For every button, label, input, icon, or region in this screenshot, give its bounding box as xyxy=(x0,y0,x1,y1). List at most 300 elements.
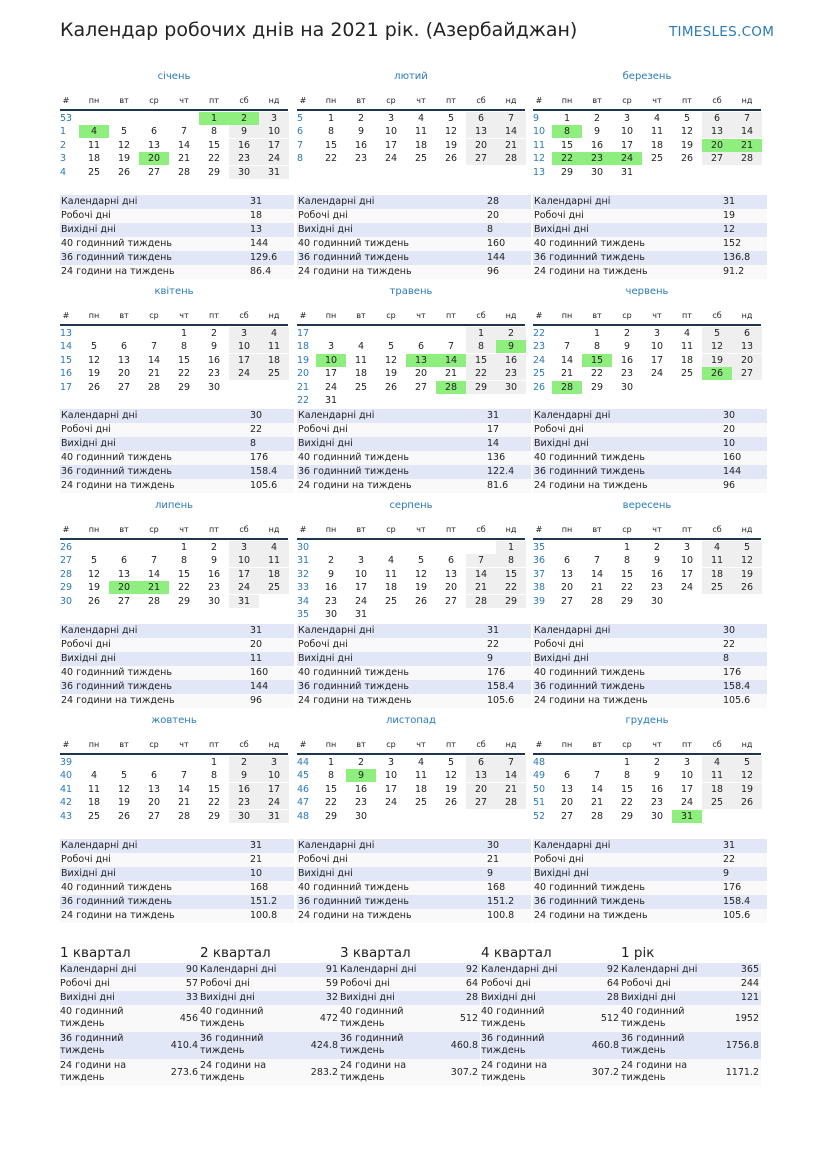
brand-link[interactable]: TIMESLES.COM xyxy=(669,24,775,40)
day-cell[interactable]: 1 xyxy=(210,757,218,768)
day-cell[interactable]: 15 xyxy=(620,783,634,795)
day-cell[interactable]: 5 xyxy=(702,327,732,340)
day-cell[interactable]: 4 xyxy=(259,327,289,340)
day-cell[interactable]: 16 xyxy=(650,568,664,580)
day-cell[interactable]: 23 xyxy=(229,796,259,809)
day-cell[interactable]: 8 xyxy=(180,555,188,567)
day-cell[interactable]: 6 xyxy=(466,112,496,125)
day-cell[interactable]: 14 xyxy=(496,769,526,782)
day-cell[interactable]: 25 xyxy=(259,367,289,380)
day-cell[interactable]: 25 xyxy=(414,153,428,165)
day-cell[interactable]: 17 xyxy=(354,582,368,594)
day-cell[interactable]: 2 xyxy=(593,113,601,124)
day-cell[interactable]: 29 xyxy=(207,166,221,178)
day-cell[interactable]: 18 xyxy=(414,139,428,151)
day-cell[interactable]: 18 xyxy=(259,568,289,581)
day-cell[interactable]: 21 xyxy=(496,783,526,796)
day-cell[interactable]: 21 xyxy=(444,368,458,380)
day-cell[interactable]: 7 xyxy=(150,341,158,353)
day-cell[interactable]: 26 xyxy=(444,153,458,165)
day-cell[interactable]: 28 xyxy=(496,796,526,809)
day-cell[interactable]: 21 xyxy=(590,797,604,809)
day-cell[interactable]: 15 xyxy=(207,783,221,795)
day-cell[interactable]: 10 xyxy=(680,555,694,567)
day-cell[interactable]: 13 xyxy=(560,568,574,580)
day-cell[interactable]: 22 xyxy=(620,582,634,594)
day-cell[interactable]: 27 xyxy=(466,796,496,809)
day-cell[interactable]: 8 xyxy=(593,341,601,353)
day-cell[interactable]: 17 xyxy=(229,568,259,581)
day-cell[interactable]: 9 xyxy=(623,341,631,353)
day-cell[interactable]: 27 xyxy=(147,166,161,178)
day-cell[interactable]: 3 xyxy=(327,341,335,353)
day-cell[interactable]: 30 xyxy=(650,810,664,822)
day-cell[interactable]: 25 xyxy=(384,595,398,607)
day-cell[interactable]: 25 xyxy=(650,153,664,165)
day-cell[interactable]: 12 xyxy=(732,769,762,782)
day-cell[interactable]: 29 xyxy=(324,810,338,822)
day-cell[interactable]: 19 xyxy=(732,568,762,581)
day-cell[interactable]: 2 xyxy=(229,756,259,769)
day-cell[interactable]: 3 xyxy=(623,113,631,124)
day-cell[interactable]: 19 xyxy=(702,354,732,367)
day-cell[interactable]: 28 xyxy=(177,166,191,178)
day-cell[interactable]: 14 xyxy=(496,125,526,138)
day-cell[interactable]: 8 xyxy=(496,554,526,567)
day-cell[interactable]: 4 xyxy=(702,756,732,769)
day-cell[interactable]: 14 xyxy=(590,568,604,580)
day-cell[interactable]: 18 xyxy=(702,783,732,796)
day-cell[interactable]: 16 xyxy=(324,582,338,594)
day-cell[interactable]: 5 xyxy=(120,126,128,138)
day-cell[interactable]: 28 xyxy=(590,810,604,822)
day-cell[interactable]: 16 xyxy=(229,783,259,796)
day-cell[interactable]: 6 xyxy=(702,112,732,125)
day-cell[interactable]: 7 xyxy=(593,555,601,567)
day-cell[interactable]: 30 xyxy=(324,609,338,620)
day-cell[interactable]: 22 xyxy=(552,152,582,165)
day-cell[interactable]: 20 xyxy=(702,139,732,152)
day-cell[interactable]: 30 xyxy=(207,595,221,607)
day-cell[interactable]: 28 xyxy=(590,595,604,607)
day-cell[interactable]: 5 xyxy=(447,757,455,768)
day-cell[interactable]: 3 xyxy=(259,756,289,769)
day-cell[interactable]: 14 xyxy=(590,783,604,795)
day-cell[interactable]: 30 xyxy=(229,166,259,179)
day-cell[interactable]: 25 xyxy=(414,797,428,809)
day-cell[interactable]: 6 xyxy=(417,341,425,353)
day-cell[interactable]: 11 xyxy=(87,783,101,795)
day-cell[interactable]: 13 xyxy=(732,340,762,353)
day-cell[interactable]: 16 xyxy=(229,139,259,152)
day-cell[interactable]: 13 xyxy=(147,139,161,151)
day-cell[interactable]: 9 xyxy=(593,126,601,138)
day-cell[interactable]: 22 xyxy=(177,582,191,594)
day-cell[interactable]: 9 xyxy=(653,770,661,782)
day-cell[interactable]: 12 xyxy=(702,340,732,353)
day-cell[interactable]: 10 xyxy=(650,341,664,353)
day-cell[interactable]: 18 xyxy=(354,368,368,380)
day-cell[interactable]: 29 xyxy=(466,381,496,394)
day-cell[interactable]: 23 xyxy=(354,797,368,809)
day-cell[interactable]: 3 xyxy=(387,757,395,768)
day-cell[interactable]: 23 xyxy=(650,582,664,594)
day-cell[interactable]: 19 xyxy=(87,368,101,380)
day-cell[interactable]: 27 xyxy=(147,810,161,822)
day-cell[interactable]: 6 xyxy=(120,341,128,353)
day-cell[interactable]: 3 xyxy=(683,757,691,768)
day-cell[interactable]: 8 xyxy=(623,770,631,782)
day-cell[interactable]: 17 xyxy=(259,139,289,152)
day-cell[interactable]: 5 xyxy=(417,555,425,567)
day-cell[interactable]: 26 xyxy=(384,381,398,393)
day-cell[interactable]: 19 xyxy=(732,783,762,796)
day-cell[interactable]: 18 xyxy=(680,354,694,366)
day-cell[interactable]: 10 xyxy=(384,770,398,782)
day-cell[interactable]: 9 xyxy=(229,769,259,782)
day-cell[interactable]: 12 xyxy=(444,770,458,782)
day-cell[interactable]: 9 xyxy=(229,125,259,138)
day-cell[interactable]: 11 xyxy=(259,554,289,567)
day-cell[interactable]: 21 xyxy=(466,581,496,594)
day-cell[interactable]: 5 xyxy=(120,770,128,782)
day-cell[interactable]: 23 xyxy=(354,153,368,165)
day-cell[interactable]: 1 xyxy=(199,112,229,125)
day-cell[interactable]: 30 xyxy=(620,381,634,393)
day-cell[interactable]: 30 xyxy=(496,381,526,394)
day-cell[interactable]: 7 xyxy=(732,112,762,125)
day-cell[interactable]: 24 xyxy=(650,368,664,380)
day-cell[interactable]: 22 xyxy=(207,797,221,809)
day-cell[interactable]: 22 xyxy=(496,581,526,594)
day-cell[interactable]: 18 xyxy=(87,797,101,809)
day-cell[interactable]: 1 xyxy=(180,328,188,339)
day-cell[interactable]: 20 xyxy=(147,797,161,809)
day-cell[interactable]: 19 xyxy=(117,153,131,165)
day-cell[interactable]: 17 xyxy=(324,368,338,380)
day-cell[interactable]: 8 xyxy=(327,126,335,138)
day-cell[interactable]: 6 xyxy=(150,770,158,782)
day-cell[interactable]: 31 xyxy=(672,810,702,823)
day-cell[interactable]: 23 xyxy=(324,595,338,607)
day-cell[interactable]: 6 xyxy=(466,756,496,769)
day-cell[interactable]: 31 xyxy=(620,166,634,178)
day-cell[interactable]: 16 xyxy=(354,139,368,151)
day-cell[interactable]: 30 xyxy=(229,810,259,823)
day-cell[interactable]: 11 xyxy=(384,568,398,580)
day-cell[interactable]: 21 xyxy=(560,368,574,380)
day-cell[interactable]: 8 xyxy=(210,126,218,138)
day-cell[interactable]: 26 xyxy=(87,595,101,607)
day-cell[interactable]: 19 xyxy=(414,582,428,594)
day-cell[interactable]: 14 xyxy=(436,354,466,367)
day-cell[interactable]: 16 xyxy=(496,354,526,367)
day-cell[interactable]: 20 xyxy=(732,354,762,367)
day-cell[interactable]: 21 xyxy=(732,139,762,152)
day-cell[interactable]: 8 xyxy=(552,125,582,138)
day-cell[interactable]: 3 xyxy=(683,542,691,553)
day-cell[interactable]: 14 xyxy=(732,125,762,138)
day-cell[interactable]: 18 xyxy=(384,582,398,594)
day-cell[interactable]: 24 xyxy=(324,381,338,393)
day-cell[interactable]: 13 xyxy=(117,568,131,580)
day-cell[interactable]: 1 xyxy=(593,328,601,339)
day-cell[interactable]: 24 xyxy=(384,797,398,809)
day-cell[interactable]: 5 xyxy=(90,341,98,353)
day-cell[interactable]: 20 xyxy=(444,582,458,594)
day-cell[interactable]: 1 xyxy=(623,542,631,553)
day-cell[interactable]: 10 xyxy=(259,125,289,138)
day-cell[interactable]: 30 xyxy=(590,166,604,178)
day-cell[interactable]: 26 xyxy=(732,581,762,594)
day-cell[interactable]: 3 xyxy=(259,112,289,125)
day-cell[interactable]: 17 xyxy=(259,783,289,796)
day-cell[interactable]: 3 xyxy=(387,113,395,124)
day-cell[interactable]: 21 xyxy=(177,797,191,809)
day-cell[interactable]: 19 xyxy=(680,139,694,151)
day-cell[interactable]: 14 xyxy=(466,568,496,581)
day-cell[interactable]: 16 xyxy=(207,354,221,366)
day-cell[interactable]: 5 xyxy=(387,341,395,353)
day-cell[interactable]: 17 xyxy=(229,354,259,367)
day-cell[interactable]: 10 xyxy=(620,126,634,138)
day-cell[interactable]: 12 xyxy=(117,783,131,795)
day-cell[interactable]: 22 xyxy=(620,797,634,809)
day-cell[interactable]: 20 xyxy=(414,368,428,380)
day-cell[interactable]: 26 xyxy=(702,367,732,380)
day-cell[interactable]: 27 xyxy=(560,810,574,822)
day-cell[interactable]: 28 xyxy=(732,152,762,165)
day-cell[interactable]: 9 xyxy=(210,555,218,567)
day-cell[interactable]: 28 xyxy=(177,810,191,822)
day-cell[interactable]: 10 xyxy=(259,769,289,782)
day-cell[interactable]: 17 xyxy=(680,783,694,795)
day-cell[interactable]: 2 xyxy=(210,542,218,553)
day-cell[interactable]: 31 xyxy=(324,395,338,406)
day-cell[interactable]: 23 xyxy=(620,368,634,380)
day-cell[interactable]: 1 xyxy=(496,541,526,554)
day-cell[interactable]: 1 xyxy=(563,113,571,124)
day-cell[interactable]: 2 xyxy=(327,555,335,567)
day-cell[interactable]: 8 xyxy=(466,340,496,353)
day-cell[interactable]: 6 xyxy=(563,555,571,567)
day-cell[interactable]: 12 xyxy=(732,554,762,567)
day-cell[interactable]: 13 xyxy=(117,354,131,366)
day-cell[interactable]: 4 xyxy=(417,113,425,124)
day-cell[interactable]: 11 xyxy=(650,126,664,138)
day-cell[interactable]: 5 xyxy=(683,113,691,124)
day-cell[interactable]: 11 xyxy=(414,126,428,138)
day-cell[interactable]: 13 xyxy=(147,783,161,795)
day-cell[interactable]: 28 xyxy=(552,381,582,394)
day-cell[interactable]: 14 xyxy=(147,354,161,366)
day-cell[interactable]: 19 xyxy=(87,582,101,594)
day-cell[interactable]: 11 xyxy=(680,341,694,353)
day-cell[interactable]: 11 xyxy=(87,139,101,151)
day-cell[interactable]: 2 xyxy=(357,113,365,124)
day-cell[interactable]: 5 xyxy=(90,555,98,567)
day-cell[interactable]: 7 xyxy=(180,126,188,138)
day-cell[interactable]: 27 xyxy=(466,152,496,165)
day-cell[interactable]: 20 xyxy=(109,581,139,594)
day-cell[interactable]: 1 xyxy=(327,757,335,768)
day-cell[interactable]: 14 xyxy=(177,783,191,795)
day-cell[interactable]: 24 xyxy=(259,152,289,165)
day-cell[interactable]: 15 xyxy=(324,139,338,151)
day-cell[interactable]: 24 xyxy=(680,582,694,594)
day-cell[interactable]: 27 xyxy=(117,595,131,607)
day-cell[interactable]: 23 xyxy=(207,582,221,594)
day-cell[interactable]: 6 xyxy=(120,555,128,567)
day-cell[interactable]: 24 xyxy=(354,595,368,607)
day-cell[interactable]: 13 xyxy=(560,783,574,795)
day-cell[interactable]: 2 xyxy=(496,327,526,340)
day-cell[interactable]: 21 xyxy=(147,368,161,380)
day-cell[interactable]: 2 xyxy=(623,328,631,339)
day-cell[interactable]: 27 xyxy=(702,152,732,165)
day-cell[interactable]: 4 xyxy=(702,541,732,554)
day-cell[interactable]: 31 xyxy=(259,810,289,823)
day-cell[interactable]: 12 xyxy=(87,568,101,580)
day-cell[interactable]: 13 xyxy=(702,125,732,138)
day-cell[interactable]: 15 xyxy=(177,568,191,580)
day-cell[interactable]: 18 xyxy=(259,354,289,367)
day-cell[interactable]: 27 xyxy=(117,381,131,393)
day-cell[interactable]: 15 xyxy=(207,139,221,151)
day-cell[interactable]: 20 xyxy=(560,582,574,594)
day-cell[interactable]: 29 xyxy=(620,595,634,607)
day-cell[interactable]: 5 xyxy=(732,756,762,769)
day-cell[interactable]: 18 xyxy=(702,568,732,581)
day-cell[interactable]: 4 xyxy=(417,757,425,768)
day-cell[interactable]: 26 xyxy=(117,166,131,178)
day-cell[interactable]: 7 xyxy=(593,770,601,782)
day-cell[interactable]: 10 xyxy=(229,554,259,567)
day-cell[interactable]: 9 xyxy=(653,555,661,567)
day-cell[interactable]: 22 xyxy=(324,153,338,165)
day-cell[interactable]: 13 xyxy=(466,125,496,138)
day-cell[interactable]: 26 xyxy=(117,810,131,822)
day-cell[interactable]: 4 xyxy=(259,541,289,554)
day-cell[interactable]: 23 xyxy=(229,152,259,165)
day-cell[interactable]: 4 xyxy=(653,113,661,124)
day-cell[interactable]: 1 xyxy=(623,757,631,768)
day-cell[interactable]: 30 xyxy=(207,381,221,393)
day-cell[interactable]: 9 xyxy=(357,126,365,138)
day-cell[interactable]: 12 xyxy=(384,354,398,366)
day-cell[interactable]: 25 xyxy=(87,810,101,822)
day-cell[interactable]: 21 xyxy=(177,153,191,165)
day-cell[interactable]: 3 xyxy=(357,555,365,567)
day-cell[interactable]: 19 xyxy=(117,797,131,809)
day-cell[interactable]: 11 xyxy=(702,554,732,567)
day-cell[interactable]: 16 xyxy=(207,568,221,580)
day-cell[interactable]: 9 xyxy=(327,568,335,580)
day-cell[interactable]: 9 xyxy=(210,341,218,353)
day-cell[interactable]: 14 xyxy=(147,568,161,580)
day-cell[interactable]: 30 xyxy=(354,810,368,822)
day-cell[interactable]: 24 xyxy=(229,367,259,380)
day-cell[interactable]: 25 xyxy=(702,796,732,809)
day-cell[interactable]: 11 xyxy=(702,769,732,782)
day-cell[interactable]: 27 xyxy=(732,367,762,380)
day-cell[interactable]: 16 xyxy=(354,783,368,795)
day-cell[interactable]: 20 xyxy=(560,797,574,809)
day-cell[interactable]: 15 xyxy=(582,354,612,367)
day-cell[interactable]: 29 xyxy=(177,381,191,393)
day-cell[interactable]: 22 xyxy=(324,797,338,809)
day-cell[interactable]: 19 xyxy=(444,783,458,795)
day-cell[interactable]: 6 xyxy=(150,126,158,138)
day-cell[interactable]: 2 xyxy=(210,328,218,339)
day-cell[interactable]: 27 xyxy=(444,595,458,607)
day-cell[interactable]: 18 xyxy=(87,153,101,165)
day-cell[interactable]: 15 xyxy=(177,354,191,366)
day-cell[interactable]: 26 xyxy=(414,595,428,607)
day-cell[interactable]: 29 xyxy=(207,810,221,822)
day-cell[interactable]: 29 xyxy=(177,595,191,607)
day-cell[interactable]: 7 xyxy=(180,770,188,782)
day-cell[interactable]: 10 xyxy=(354,568,368,580)
day-cell[interactable]: 12 xyxy=(87,354,101,366)
day-cell[interactable]: 8 xyxy=(180,341,188,353)
day-cell[interactable]: 29 xyxy=(496,595,526,608)
day-cell[interactable]: 26 xyxy=(444,797,458,809)
day-cell[interactable]: 28 xyxy=(496,152,526,165)
day-cell[interactable]: 28 xyxy=(147,381,161,393)
day-cell[interactable]: 24 xyxy=(384,153,398,165)
day-cell[interactable]: 5 xyxy=(447,113,455,124)
day-cell[interactable]: 12 xyxy=(117,139,131,151)
day-cell[interactable]: 15 xyxy=(620,568,634,580)
day-cell[interactable]: 22 xyxy=(466,367,496,380)
day-cell[interactable]: 11 xyxy=(354,354,368,366)
day-cell[interactable]: 21 xyxy=(496,139,526,152)
day-cell[interactable]: 17 xyxy=(620,139,634,151)
day-cell[interactable]: 22 xyxy=(207,153,221,165)
day-cell[interactable]: 7 xyxy=(496,112,526,125)
day-cell[interactable]: 25 xyxy=(680,368,694,380)
day-cell[interactable]: 25 xyxy=(87,166,101,178)
day-cell[interactable]: 23 xyxy=(582,152,612,165)
day-cell[interactable]: 4 xyxy=(387,555,395,567)
day-cell[interactable]: 15 xyxy=(466,354,496,367)
day-cell[interactable]: 24 xyxy=(259,796,289,809)
day-cell[interactable]: 7 xyxy=(466,554,496,567)
day-cell[interactable]: 31 xyxy=(229,595,259,608)
day-cell[interactable]: 2 xyxy=(653,757,661,768)
day-cell[interactable]: 20 xyxy=(466,139,496,152)
day-cell[interactable]: 15 xyxy=(496,568,526,581)
day-cell[interactable]: 25 xyxy=(702,581,732,594)
day-cell[interactable]: 24 xyxy=(680,797,694,809)
day-cell[interactable]: 19 xyxy=(384,368,398,380)
day-cell[interactable]: 14 xyxy=(177,139,191,151)
day-cell[interactable]: 3 xyxy=(229,541,259,554)
day-cell[interactable]: 1 xyxy=(327,113,335,124)
day-cell[interactable]: 23 xyxy=(496,367,526,380)
day-cell[interactable]: 7 xyxy=(150,555,158,567)
day-cell[interactable]: 3 xyxy=(653,328,661,339)
day-cell[interactable]: 5 xyxy=(732,541,762,554)
day-cell[interactable]: 4 xyxy=(683,328,691,339)
day-cell[interactable]: 12 xyxy=(444,126,458,138)
day-cell[interactable]: 16 xyxy=(620,354,634,366)
day-cell[interactable]: 29 xyxy=(560,166,574,178)
day-cell[interactable]: 3 xyxy=(229,327,259,340)
day-cell[interactable]: 17 xyxy=(384,139,398,151)
day-cell[interactable]: 28 xyxy=(466,595,496,608)
